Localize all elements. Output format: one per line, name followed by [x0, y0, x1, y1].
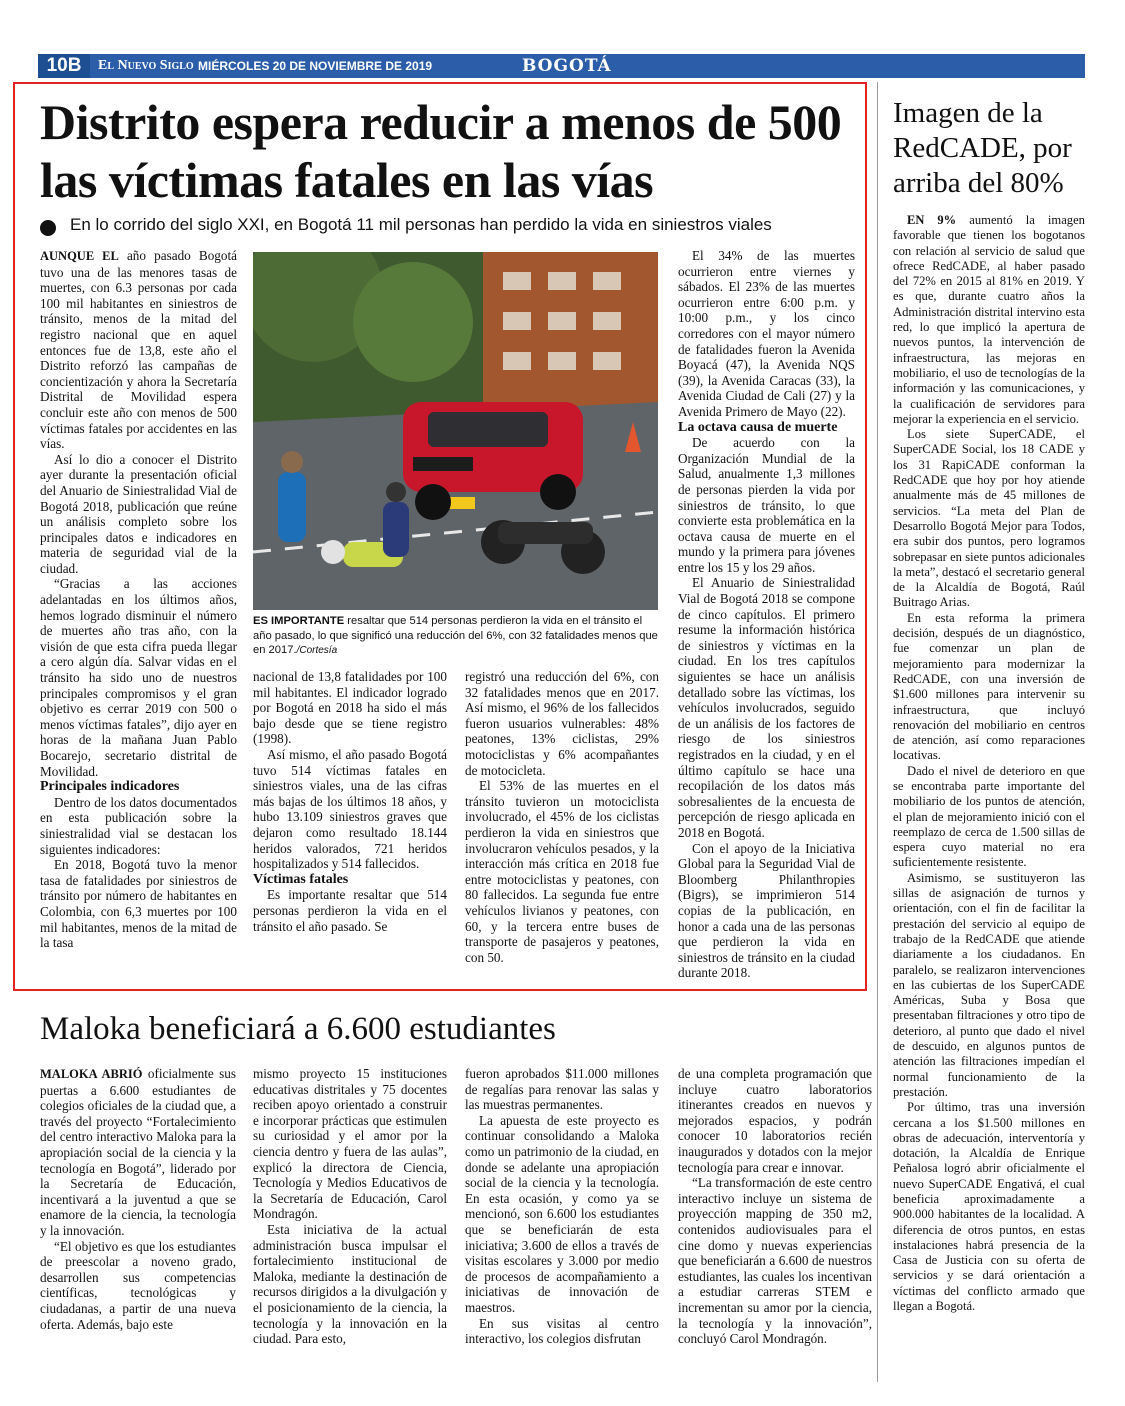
paragraph: El Anuario de Siniestralidad Vial de Bogotá 2018 se compone de cinco capítulos. El primero resume la información histórica de siniestros y víctimas en la ciudad. En los tres capítulos siguientes se hace un análisis detallado sobre las víctimas, los vehículos involucrados, seguido de un análisis de los factores de riesgo de los siniestros registrados en la ciudad, y en el último capítulo se hace una recopilación de los datos más sobresalientes de la encuesta de percepción de riesgo aplicada en 2018 en Bogotá. [678, 575, 855, 840]
paragraph: Los siete SuperCADE, el SuperCADE Social, los 18 CADE y los 31 RapiCADE conforman la RedCADE que hoy por hoy atiende anualmente más de 45 millones de servicios. “La meta del Plan de Desarrollo Bogotá Mejor para Todos, era subir dos puntos, pero logramos sobrepasar en siete puntos adicionales la meta”, destacó el secretario general de la Alcaldía de Bogotá, Raúl Buitrago Arias. [893, 427, 1085, 610]
paragraph: fueron aprobados $11.000 millones de regalías para renovar las salas y las muestras permanentes. [465, 1066, 659, 1113]
subtitle-row [40, 213, 860, 241]
main-subtitle: En lo corrido del siglo XXI, en Bogotá 11 mil personas han perdido la vida en siniestros viales [70, 215, 772, 234]
page-number: 10B [38, 54, 90, 78]
paragraph: Asimismo, se sustituyeron las sillas de asignación de turnos y orientación, con el fin de facilitar la prestación del servicio al equipo de trabajo de la RedCADE que atiende diariamente a los ciudadanos. En paralelo, se realizaron intervenciones en las cubiertas de los SuperCADE Américas, Suba y Bosa que presentaban filtraciones y otro tipo de deterioro, al punto que dado el nivel de descuido, en algunos puntos de atención las filtraciones impedían el normal funcionamiento de la prestación. [893, 870, 1085, 1099]
subhead-victims: Víctimas fatales [253, 871, 349, 887]
paragraph: En 2018, Bogotá tuvo la menor tasa de fatalidades por siniestros de tránsito por número de habitantes en Colombia, con 6,3 muertes por 100 mil habitantes, menos de la mitad de la tasa [40, 857, 237, 951]
column-divider [877, 82, 878, 1382]
maloka-headline: Maloka beneficiará a 6.600 estudiantes [40, 1011, 556, 1047]
paragraph [40, 1066, 236, 1239]
paragraph-text: año pasado Bogotá tuvo una de las menores tasas de muertes, con 6.3 personas por cada 100 mil habitantes en siniestros de tránsito, menos de la mitad del registro nacional que en aquel entonces fue de 13,8, este año el Distrito reforzó las campañas de concientización y ahora la Secretaría Distrital de Movilidad espera concluir este año con menos de 500 víctimas fatales por accidentes en las vías. [40, 248, 237, 452]
paragraph: nacional de 13,8 fatalidades por 100 mil habitantes. El indicador logrado por Bogotá en 2018 ha sido el más bajo desde que se tiene registro (1998). [253, 669, 447, 747]
main-headline: Distrito espera reducir a menos de 500 las víctimas fatales en las vías [40, 94, 842, 208]
lead-caps: EN 9% [907, 213, 957, 227]
subhead-eighth-cause: La octava causa de muerte [678, 419, 838, 435]
paragraph: Así lo dio a conocer el Distrito ayer durante la presentación oficial del Anuario de Siniestralidad Vial de Bogotá 2018, publicación que reúne un análisis completo sobre los principales datos e indicadores en materia de seguridad vial de la ciudad. [40, 451, 237, 576]
paragraph: registró una reducción del 6%, con 32 fatalidades menos que en 2017. Así mismo, el 96% de los fallecidos fueron usuarios vulnerables: 48% peatones, 13% ciclistas, 29% motociclistas y 6% acompañantes de motocicleta. [465, 669, 659, 778]
paragraph: “El objetivo es que los estudiantes de preescolar a noveno grado, desarrollen sus competencias científicas, tecnológicas y ciudadanas, a partir de una nueva oferta. Además, bajo este [40, 1238, 236, 1332]
maloka-column-1 [40, 1066, 236, 1332]
paragraph: de una completa programación que incluye cuatro laboratorios itinerantes creados en nuevos y mejorados espacios, y podrán conocer 10 laboratorios recién inaugurados y dotados con la mejor tecnología para crear e innovar. [678, 1066, 872, 1175]
main-column-3 [465, 669, 659, 965]
paragraph: Es importante resaltar que 514 personas perdieron la vida en el tránsito el año pasado. Se [253, 887, 447, 934]
paragraph: Con el apoyo de la Iniciativa Global para la Seguridad Vial de Bloomberg Philanthropies (Bigrs), se imprimieron 514 copias de la publicación, en honor a cada una de las personas que perdieron la vida en siniestros de tránsito en la ciudad durante 2018. [678, 840, 855, 981]
newspaper-name: El Nuevo Siglo [98, 58, 194, 73]
paragraph: La apuesta de este proyecto es continuar consolidando a Maloka como un patrimonio de la ciudad, en donde se adelante una apropiación social de la ciencia y la tecnología. En esta ocasión, y como ya se mencionó, son 6.600 los estudiantes que se beneficiarán de esta iniciativa; 3.600 de ellos a través de visitas escolares y 3.000 por medio de procesos de acompañamiento a iniciativas de innovación de maestros. [465, 1112, 659, 1315]
accident-photo [253, 252, 658, 610]
caption-credit: /Cortesía [296, 645, 338, 656]
paragraph: El 53% de las muertes en el tránsito tuvieron un motociclista involucrado, el 45% de los ciclistas perdieron la vida en siniestros que involucraron vehículos pesados, y la interacción más crítica en 2018 fue entre motociclistas y peatones, con 80 fallecidos. La segunda fue entre vehículos livianos y peatones, con 60, y la tercera entre buses de transporte de pasajeros y peatones, con 50. [465, 778, 659, 965]
caption-text: resaltar que 514 personas perdieron la vida en el tránsito el año pasado, lo que significó una reducción del 6%, con 32 fatalidades menos que en 2017. [253, 615, 658, 656]
maloka-column-3 [465, 1066, 659, 1347]
paragraph: Esta iniciativa de la actual administración busca impulsar el fortalecimiento institucional de Maloka, mediante la destinación de recursos dirigidos a la divulgación y el posicionamiento de la ciencia, la tecnología y la innovación en la ciudad. Para esto, [253, 1221, 447, 1347]
paragraph: “La transformación de este centro interactivo incluye un sistema de proyección mapping de 350 m2, contenidos audiovisuales para el cine domo y nuevas experiencias que beneficiarán a 6.600 de nuestros estudiantes, las cuales los incentivan a estudiar carreras STEM e incrementan su amor por la ciencia, la tecnología y la innovación”, concluyó Carol Mondragón. [678, 1175, 872, 1347]
main-column-2 [253, 669, 447, 934]
paragraph: “Gracias a las acciones adelantadas en los últimos años, hemos logrado disminuir el número de muertes año tras año, con la visión de que esta cifra pueda llegar a cero algún día. Salvar vidas en el tránsito ha sido uno de nuestros principales compromisos y el gran objetivo es cerrar 2019 con 500 o menos víctimas fatales”, dijo ayer en horas de la mañana Juan Pablo Bocarejo, secretario distrital de Movilidad. [40, 576, 237, 779]
page-header-bar [38, 54, 1085, 78]
paragraph: Por último, tras una inversión cercana a los $1.500 millones en obras de adecuación, interventoría y dotación, la Alcaldía de Enrique Peñalosa logró abrir oficialmente el nuevo SuperCADE Engativá, el cual beneficia aproximadamente a 900.000 habitantes de la localidad. A diferencia de otros puntos, en estas instalaciones habrá presencia de la Casa de Justicia con su oferta de servicios y se dará orientación a víctimas del conflicto armado que llegan a Bogotá. [893, 1100, 1085, 1314]
section-name: BOGOTÁ [522, 56, 612, 76]
side-headline: Imagen de la RedCADE, por arriba del 80% [893, 97, 1072, 199]
lead-caps: AUNQUE EL [40, 249, 119, 263]
paragraph: Así mismo, el año pasado Bogotá tuvo 514 víctimas fatales en siniestros viales, una de las cifras más bajas de los últimos 18 años, y hubo 13.109 siniestros graves que dejaron como resultado 18.144 heridos valorados, 721 heridos hospitalizados y 514 fallecidos. [253, 746, 447, 872]
lead-caps: MALOKA ABRIÓ [40, 1067, 143, 1081]
paragraph [893, 213, 1085, 427]
paragraph: De acuerdo con la Organización Mundial de la Salud, anualmente 1,3 millones de personas pierden la vida por siniestros de tránsito, lo que convierte esta problemática en la octava causa de muerte en el mundo y la primera para jóvenes entre los 15 y los 29 años. [678, 435, 855, 575]
side-article-body [893, 213, 1085, 1314]
paragraph-text: oficialmente sus puertas a 6.600 estudiantes de colegios oficiales de la ciudad que, a través del proyecto “Fortalecimiento del centro interactivo Maloka para la apropiación social de la ciencia y la tecnología en Bogotá”, liderado por la Secretaría de Educación, incentivará a la juventud a que se enamore de la ciencia, la tecnología y la innovación. [40, 1066, 236, 1238]
paragraph-text: aumentó la imagen favorable que tienen los bogotanos con relación al servicio de salud que ofrece RedCADE, al haber pasado del 72% en 2015 al 81% en 2019. Y es que, durante cuatro años la Administración distrital intervino esta red, lo que implicó la apertura de nuevos puntos, la intervención de infraestructura, las mejoras en mobiliario, el uso de tecnologías de la información y las comunicaciones, y la cualificación de servidores para mejorar la experiencia en el servicio. [893, 213, 1085, 426]
paragraph: Dentro de los datos documentados en esta publicación sobre la siniestralidad vial se destacan los siguientes indicadores: [40, 794, 237, 857]
maloka-column-2 [253, 1066, 447, 1347]
photo-caption [253, 614, 658, 659]
main-column-1 [40, 248, 237, 951]
maloka-column-4 [678, 1066, 872, 1347]
paragraph: En esta reforma la primera decisión, después de un diagnóstico, fue comenzar un plan de mejoramiento para modernizar la RedCADE, con una inversión de $1.600 millones para intervenir su infraestructura, que incluyó renovación del mobiliario en centros de atención, así como reparaciones locativas. [893, 610, 1085, 763]
paragraph: El 34% de las muertes ocurrieron entre viernes y sábados. El 23% de las muertes ocurrieron entre 6:00 p.m. y 10:00 p.m., y los cinco corredores con el mayor número de fatalidades fueron la Avenida Boyacá (47), la Avenida NQS (39), la Avenida Caracas (33), la Avenida Ciudad de Cali (27) y la Avenida Primero de Mayo (22). [678, 248, 855, 419]
caption-lead: ES IMPORTANTE [253, 615, 345, 627]
paragraph: Dado el nivel de deterioro en que se encontraba parte importante del mobiliario de los puntos de atención, el plan de mejoramiento inició con el reemplazo de cerca de 1.500 sillas de espera cuyo material no era suficientemente resistente. [893, 763, 1085, 870]
main-column-4 [678, 248, 855, 981]
bullet-icon [40, 220, 56, 236]
accident-scene-illustration [253, 252, 658, 610]
paragraph: mismo proyecto 15 instituciones educativas distritales y 75 docentes reciben apoyo orientado a construir e incorporar prácticas que estimulen su curiosidad y el amor por la ciencia dentro y fuera de las aulas”, explicó la directora de Ciencia, Tecnología y Medios Educativos de la Secretaría de Educación, Carol Mondragón. [253, 1066, 447, 1222]
subhead-indicators: Principales indicadores [40, 779, 180, 795]
paragraph [40, 248, 237, 452]
issue-date: MIÉRCOLES 20 DE NOVIEMBRE DE 2019 [198, 59, 433, 73]
paragraph: En sus visitas al centro interactivo, los colegios disfrutan [465, 1315, 659, 1347]
